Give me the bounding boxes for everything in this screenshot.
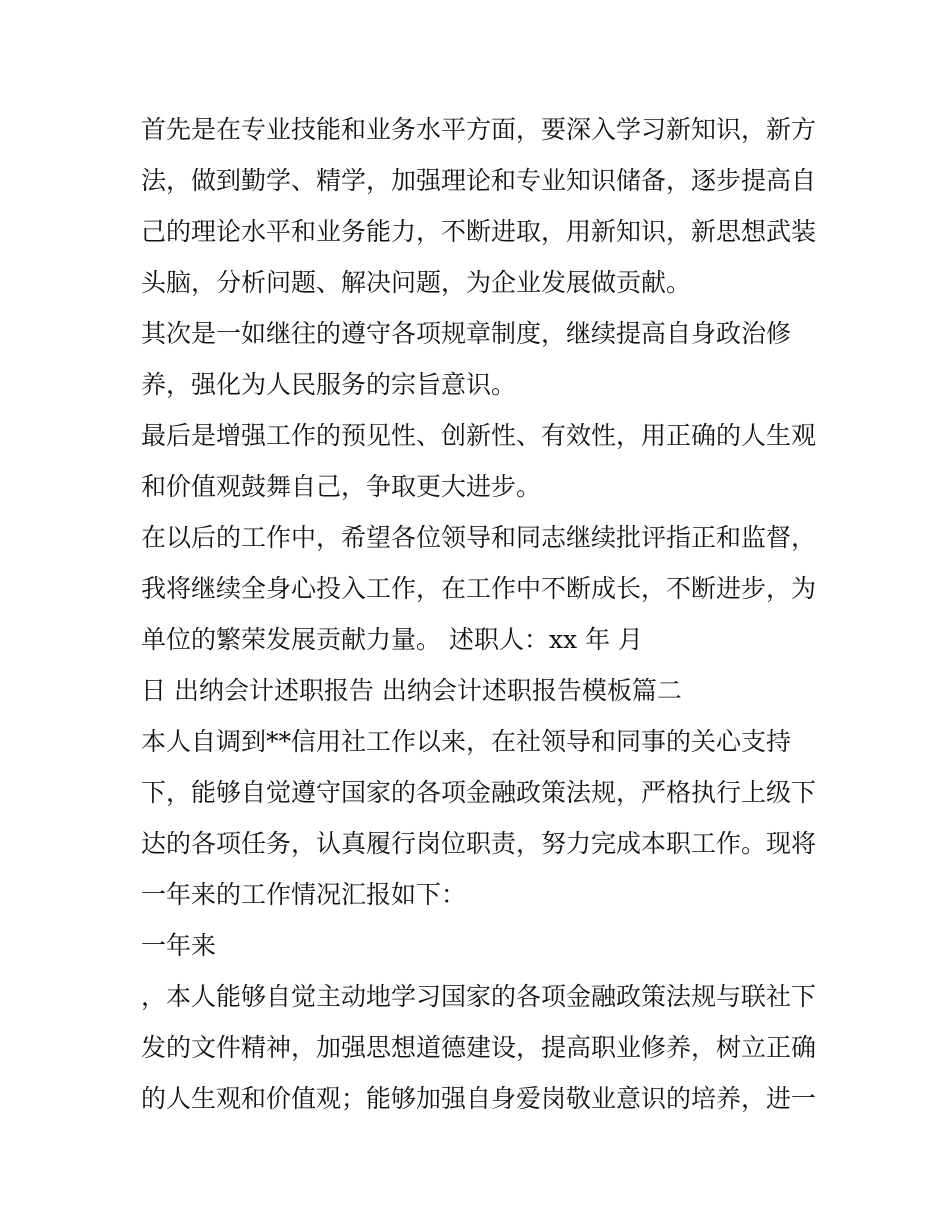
text-line: 己的理论水平和业务能力，不断进取，用新知识，新思想武装 <box>141 217 817 246</box>
text-line: 其次是一如继往的遵守各项规章制度，继续提高自身政治修 <box>141 319 792 348</box>
text-line: 本人自调到**信用社工作以来，在社领导和同事的关心支持 <box>141 727 792 756</box>
text-line: 和价值观鼓舞自己，争取更大进步。 <box>141 472 542 501</box>
text-line: 头脑，分析问题、解决问题，为企业发展做贡献。 <box>141 268 692 297</box>
text-line: 下，能够自觉遵守国家的各项金融政策法规，严格执行上级下 <box>141 778 817 807</box>
text-line: 的人生观和价值观；能够加强自身爱岗敬业意识的培养，进一 <box>141 1084 817 1113</box>
text-line: 发的文件精神，加强思想道德建设，提高职业修养，树立正确 <box>141 1033 817 1062</box>
text-line: 达的各项任务，认真履行岗位职责，努力完成本职工作。现将 <box>141 829 817 858</box>
text-line: 日 出纳会计述职报告 出纳会计述职报告模板篇二 <box>141 676 682 705</box>
text-line: 在以后的工作中，希望各位领导和同志继续批评指正和监督， <box>141 523 817 552</box>
text-line: 法，做到勤学、精学，加强理论和专业知识储备，逐步提高自 <box>141 166 817 195</box>
text-line: 一年来 <box>141 931 217 960</box>
body-text <box>141 104 821 1124</box>
text-line: 最后是增强工作的预见性、创新性、有效性，用正确的人生观 <box>141 421 817 450</box>
text-line: 养，强化为人民服务的宗旨意识。 <box>141 370 517 399</box>
text-line: 我将继续全身心投入工作，在工作中不断成长，不断进步，为 <box>141 574 817 603</box>
text-line: ，本人能够自觉主动地学习国家的各项金融政策法规与联社下 <box>141 982 817 1011</box>
text-line: 首先是在专业技能和业务水平方面，要深入学习新知识，新方 <box>141 115 817 144</box>
text-line: 一年来的工作情况汇报如下： <box>141 880 467 909</box>
text-line: 单位的繁荣发展贡献力量。 述职人：xx 年 月 <box>141 625 644 654</box>
